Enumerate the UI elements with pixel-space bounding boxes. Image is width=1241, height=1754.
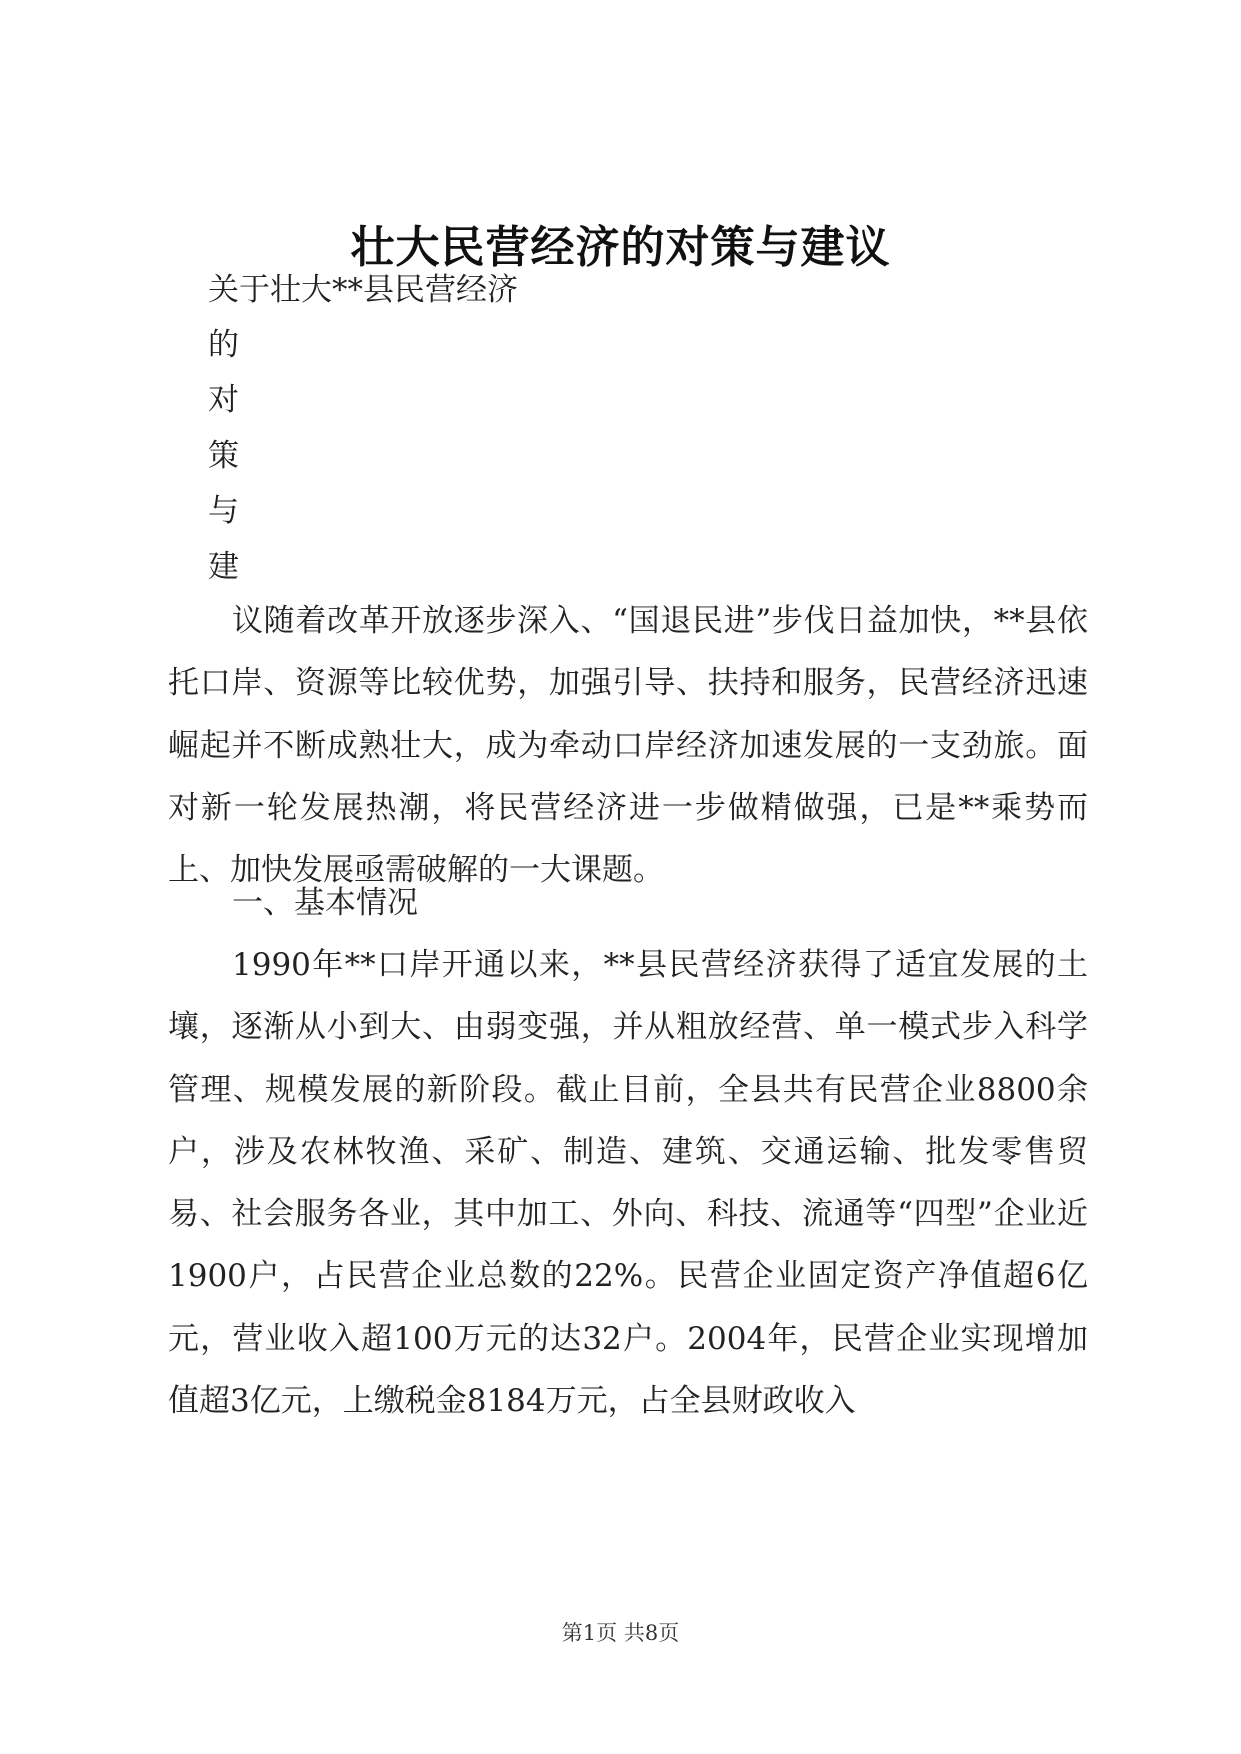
subtitle-line: 与 <box>208 493 239 529</box>
document-title: 壮大民营经济的对策与建议 <box>350 222 891 273</box>
body-paragraph: 议随着改革开放逐步深入、“国退民进”步伐日益加快，**县依托口岸、资源等比较优势，加强引导、扶持和服务，民营经济迅速崛起并不断成熟壮大，成为牵动口岸经济加速发展的一支劲旅。面对新一轮发展热潮，将民营经济进一步做精做强，已是**乘势而上、加快发展亟需破解的一大课题。 <box>168 603 1088 889</box>
body-paragraph: 1990年**口岸开通以来，**县民营经济获得了适宜发展的土壤，逐渐从小到大、由弱变强，并从粗放经营、单一模式步入科学管理、规模发展的新阶段。截止目前，全县共有民营企业8800余户，涉及农林牧渔、采矿、制造、建筑、交通运输、批发零售贸易、社会服务各业，其中加工、外向、科技、流通等“四型”企业近1900户，占民营企业总数的22%。民营企业固定资产净值超6亿元，营业收入超100万元的达32户。2004年，民营企业实现增加值超3亿元，上缴税金8184万元，占全县财政收入 <box>168 947 1088 1420</box>
subtitle-line: 建 <box>208 549 239 585</box>
subtitle-line: 的 <box>208 327 239 363</box>
page-footer: 第1页 共8页 <box>561 1621 680 1645</box>
section-heading: 一、基本情况 <box>232 885 418 921</box>
subtitle-line: 关于壮大**县民营经济 <box>208 272 518 308</box>
subtitle-line: 策 <box>208 438 239 474</box>
subtitle-line: 对 <box>208 382 239 418</box>
